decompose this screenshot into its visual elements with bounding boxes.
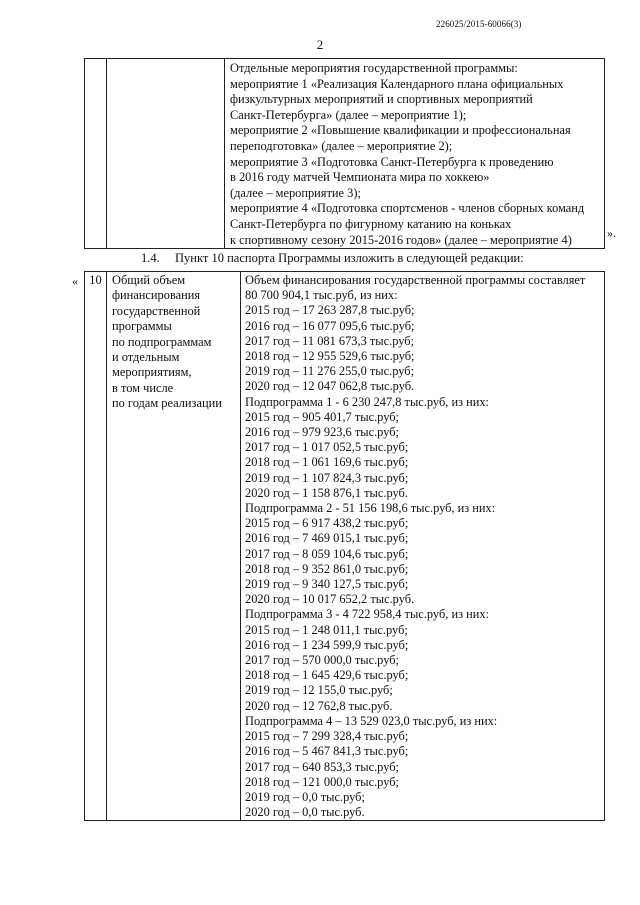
content-line: 2016 год – 979 923,6 тыс.руб; [245, 425, 399, 440]
content-line: 2020 год – 12 762,8 тыс.руб. [245, 698, 393, 713]
paragraph-number: 1.4. [141, 251, 160, 265]
content-line: 2017 год – 8 059 104,6 тыс.руб; [245, 546, 409, 561]
separate-activities-cell [225, 59, 605, 249]
content-line: 2019 год – 1 107 824,3 тыс.руб; [245, 470, 409, 485]
content-line: 2018 год – 12 955 529,6 тыс.руб; [245, 349, 415, 364]
content-line: Подпрограмма 4 – 13 529 023,0 тыс.руб, из них: [245, 713, 498, 728]
financing-content-cell [241, 272, 605, 821]
content-line: 2016 год – 1 234 599,9 тыс.руб; [245, 637, 409, 652]
content-line: 2017 год – 11 081 673,3 тыс.руб; [245, 333, 415, 348]
text-line: мероприятие 2 «Повышение квалификации и профессиональная [230, 123, 571, 138]
content-line: 2016 год – 5 467 841,3 тыс.руб; [245, 744, 409, 759]
content-line: 2015 год – 6 917 438,2 тыс.руб; [245, 516, 409, 531]
content-line: Подпрограмма 2 - 51 156 198,6 тыс.руб, из них: [245, 501, 496, 516]
empty-number-cell [85, 59, 107, 249]
content-line: 2015 год – 905 401,7 тыс.руб; [245, 409, 399, 424]
label-line: и отдельным [112, 350, 180, 365]
content-line: Подпрограмма 1 - 6 230 247,8 тыс.руб, из них: [245, 394, 489, 409]
label-line: в том числе [112, 380, 174, 395]
content-line: 2020 год – 1 158 876,1 тыс.руб. [245, 485, 408, 500]
label-line: финансирования [112, 288, 201, 303]
content-line: 2017 год – 570 000,0 тыс.руб; [245, 653, 399, 668]
content-line: 2017 год – 640 853,3 тыс.руб; [245, 759, 399, 774]
content-line: 2016 год – 7 469 015,1 тыс.руб; [245, 531, 409, 546]
content-line: 2015 год – 17 263 287,8 тыс.руб; [245, 303, 415, 318]
content-line: 2016 год – 16 077 095,6 тыс.руб; [245, 318, 415, 333]
content-line: 2020 год – 10 017 652,2 тыс.руб. [245, 592, 415, 607]
content-line: Подпрограмма 3 - 4 722 958,4 тыс.руб, из них: [245, 607, 489, 622]
paragraph-text: Пункт 10 паспорта Программы изложить в следующей редакции: [175, 251, 524, 265]
content-line: 2020 год – 12 047 062,8 тыс.руб. [245, 379, 415, 394]
text-line: к спортивному сезону 2015-2016 годов» (далее – мероприятие 4) [230, 232, 572, 247]
label-line: мероприятиям, [112, 365, 192, 380]
label-line: по подпрограммам [112, 334, 212, 349]
page-number: 2 [316, 37, 324, 52]
text-line: Санкт-Петербурга» (далее – мероприятие 1); [230, 107, 467, 122]
content-line: 2015 год – 1 248 011,1 тыс.руб; [245, 622, 408, 637]
content-line: Объем финансирования государственной программы составляет [245, 273, 586, 287]
label-line: государственной [112, 303, 201, 318]
text-line: переподготовка» (далее – мероприятие 2); [230, 138, 453, 153]
content-line: 2020 год – 0,0 тыс.руб. [245, 805, 365, 820]
amendment-paragraph [141, 251, 524, 266]
content-line: 2019 год – 12 155,0 тыс.руб; [245, 683, 393, 698]
row-number: 10 [85, 272, 107, 821]
content-line: 2018 год – 1 645 429,6 тыс.руб; [245, 668, 409, 683]
text-line: в 2016 году матчей Чемпионата мира по хоккею» [230, 170, 490, 185]
financing-table [84, 271, 605, 821]
text-line: мероприятие 1 «Реализация Календарного плана официальных [230, 76, 564, 91]
text-line: физкультурных мероприятий и спортивных мероприятий [230, 92, 533, 107]
content-line: 2018 год – 1 061 169,6 тыс.руб; [245, 455, 409, 470]
content-line: 2018 год – 9 352 861,0 тыс.руб; [245, 561, 409, 576]
label-line: Общий объем [112, 273, 186, 287]
opening-quote: « [72, 274, 78, 288]
text-line: Отдельные мероприятия государственной программы: [230, 61, 518, 75]
closing-quote: ». [607, 226, 616, 240]
programs-table-fragment [84, 58, 605, 249]
text-line: мероприятие 3 «Подготовка Санкт-Петербурга к проведению [230, 154, 554, 169]
text-line: (далее – мероприятие 3); [230, 185, 361, 200]
label-line: по годам реализации [112, 396, 222, 411]
content-line: 2019 год – 9 340 127,5 тыс.руб; [245, 577, 409, 592]
document-number: 226025/2015-60066(3) [436, 19, 522, 29]
content-line: 2019 год – 0,0 тыс.руб; [245, 789, 365, 804]
financing-label-cell [107, 272, 241, 821]
content-line: 2019 год – 11 276 255,0 тыс.руб; [245, 364, 415, 379]
content-line: 2018 год – 121 000,0 тыс.руб; [245, 774, 399, 789]
content-line: 2017 год – 1 017 052,5 тыс.руб; [245, 440, 409, 455]
content-line: 80 700 904,1 тыс.руб, из них: [245, 288, 398, 303]
label-line: программы [112, 319, 172, 334]
text-line: Санкт-Петербурга по фигурному катанию на коньках [230, 216, 512, 231]
text-line: мероприятие 4 «Подготовка спортсменов - членов сборных команд [230, 201, 585, 216]
content-line: 2015 год – 7 299 328,4 тыс.руб; [245, 729, 409, 744]
empty-label-cell [107, 59, 225, 249]
